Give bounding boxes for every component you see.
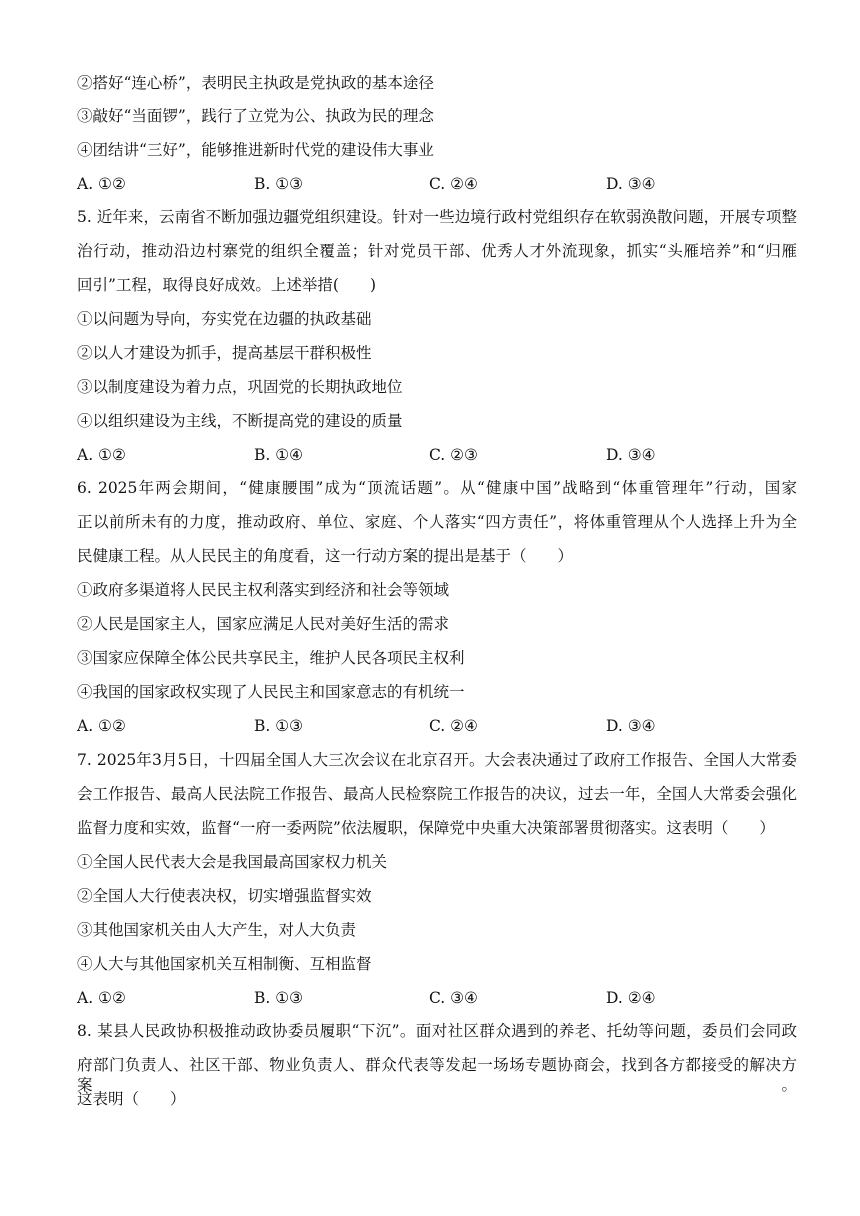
q6-answer-options — [77, 716, 797, 736]
q4-answer-options — [77, 174, 797, 194]
q5-option-b[interactable]: B. ①④ — [254, 446, 304, 464]
q6-stem-line-1: 6. 2025年两会期间，“健康腰围”成为“顶流话题”。从“健康中国”战略到“体重管理年”行动，国家 — [77, 479, 797, 497]
q7-choice-4: ④人大与其他国家机关互相制衡、互相监督 — [77, 955, 372, 973]
q5-choice-4: ④以组织建设为主线，不断提高党的建设的质量 — [77, 412, 403, 430]
q6-choice-4: ④我国的国家政权实现了人民民主和国家意志的有机统一 — [77, 683, 465, 701]
q7-answer-options — [77, 988, 797, 1008]
q7-stem-line-2: 会工作报告、最高人民法院工作报告、最高人民检察院工作报告的决议，过去一年，全国人大常委会强化 — [77, 785, 797, 803]
q7-option-c[interactable]: C. ③④ — [429, 989, 478, 1007]
q7-stem-line-3: 监督力度和实效，监督“一府一委两院”依法履职，保障党中央重大决策部署贯彻落实。这表明（ ） — [77, 819, 775, 837]
q5-choice-2: ②以人才建设为抓手，提高基层干群积极性 — [77, 344, 372, 362]
q4-option-c[interactable]: C. ②④ — [429, 175, 478, 193]
q7-option-a[interactable]: A. ①② — [77, 989, 126, 1007]
q6-option-b[interactable]: B. ①③ — [254, 717, 304, 735]
q7-option-d[interactable]: D. ②④ — [606, 989, 656, 1007]
q5-stem-line-2: 治行动，推动沿边村寨党的组织全覆盖；针对党员干部、优秀人才外流现象，抓实“头雁培养”和“归雁 — [77, 242, 797, 260]
q6-option-a[interactable]: A. ①② — [77, 717, 126, 735]
q5-stem-line-3: 回引”工程，取得良好成效。上述举措( ) — [77, 276, 377, 294]
q8-stem-line-3: 这表明（ ） — [77, 1090, 186, 1108]
q5-choice-1: ①以问题为导向，夯实党在边疆的执政基础 — [77, 310, 372, 328]
q6-stem-line-3: 民健康工程。从人民民主的角度看，这一行动方案的提出是基于（ ） — [77, 547, 574, 565]
q5-option-a[interactable]: A. ①② — [77, 446, 126, 464]
q6-option-d[interactable]: D. ③④ — [606, 717, 656, 735]
q8-stem-line-1: 8. 某县人民政协积极推动政协委员履职“下沉”。面对社区群众遇到的养老、托幼等问题，委员们会同政 — [77, 1022, 797, 1040]
q6-option-c[interactable]: C. ②④ — [429, 717, 478, 735]
q6-choice-1: ①政府多渠道将人民民主权利落实到经济和社会等领域 — [77, 581, 450, 599]
q6-choice-3: ③国家应保障全体公民共享民主，维护人民各项民主权利 — [77, 649, 465, 667]
q5-option-d[interactable]: D. ③④ — [606, 446, 656, 464]
q5-option-c[interactable]: C. ②③ — [429, 446, 478, 464]
q8-stem-line-2: 府部门负责人、社区干部、物业负责人、群众代表等发起一场场专题协商会，找到各方都接受的解决方案。 — [77, 1056, 797, 1094]
q5-stem-line-1: 5. 近年来，云南省不断加强边疆党组织建设。针对一些边境行政村党组织存在软弱涣散问题，开展专项整 — [77, 208, 797, 226]
q6-choice-2: ②人民是国家主人，国家应满足人民对美好生活的需求 — [77, 615, 450, 633]
q5-answer-options — [77, 445, 797, 465]
q7-option-b[interactable]: B. ①③ — [254, 989, 304, 1007]
q4-choice-4: ④团结讲“三好”，能够推进新时代党的建设伟大事业 — [77, 141, 434, 159]
q5-choice-3: ③以制度建设为着力点，巩固党的长期执政地位 — [77, 378, 403, 396]
q4-choice-3: ③敲好“当面锣”，践行了立党为公、执政为民的理念 — [77, 107, 434, 125]
q7-choice-2: ②全国人大行使表决权，切实增强监督实效 — [77, 887, 372, 905]
q6-stem-line-2: 正以前所未有的力度，推动政府、单位、家庭、个人落实“四方责任”，将体重管理从个人选择上升为全 — [77, 513, 797, 531]
q7-choice-3: ③其他国家机关由人大产生，对人大负责 — [77, 921, 357, 939]
q7-choice-1: ①全国人民代表大会是我国最高国家权力机关 — [77, 853, 388, 871]
q4-option-a[interactable]: A. ①② — [77, 175, 126, 193]
q4-choice-2: ②搭好“连心桥”，表明民主执政是党执政的基本途径 — [77, 74, 434, 92]
q4-option-d[interactable]: D. ③④ — [606, 175, 656, 193]
q7-stem-line-1: 7. 2025年3月5日，十四届全国人大三次会议在北京召开。大会表决通过了政府工作报告、全国人大常委 — [77, 751, 797, 769]
q4-option-b[interactable]: B. ①③ — [254, 175, 304, 193]
